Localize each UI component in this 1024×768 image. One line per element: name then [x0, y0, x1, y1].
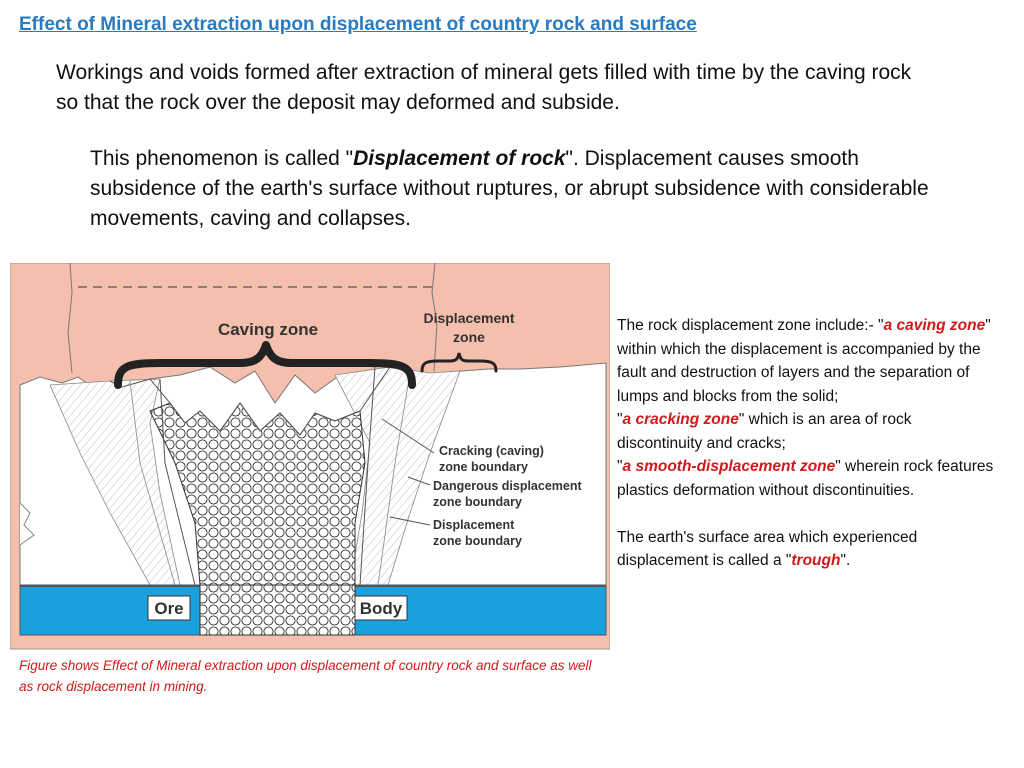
side-p1-term: a caving zone — [883, 317, 986, 334]
side-p4-a: The earth's surface area which experienced displacement is called a " — [617, 528, 918, 569]
side-p4-b: ". — [840, 552, 851, 569]
cracking-boundary-label-1: Cracking (caving) — [439, 444, 544, 458]
side-p1-b: " within which the displacement is accompanied by the fault and destruction of layers and the separation of lumps and blocks from the solid; — [617, 317, 991, 405]
side-p4-term: trough — [791, 552, 841, 569]
side-paragraph-cracking — [617, 408, 997, 455]
displacement-boundary-label-1: Displacement — [433, 518, 515, 532]
displacement-paragraph — [90, 144, 970, 234]
intro-paragraph: Workings and voids formed after extraction of mineral gets filled with time by the caving rock so that the rock over the deposit may deformed and subside. — [56, 61, 912, 114]
side-p2-a: " — [617, 411, 623, 428]
side-p3-a: " — [617, 458, 623, 475]
para2-term: Displacement of rock — [353, 147, 566, 170]
side-p3-term: a smooth-displacement zone — [622, 458, 836, 475]
side-paragraph-trough — [617, 526, 997, 573]
para2-before: This phenomenon is called " — [90, 147, 354, 170]
side-explanation — [617, 314, 997, 573]
side-p1-a: The rock displacement zone include:- " — [617, 317, 884, 334]
side-p2-term: a cracking zone — [622, 411, 739, 428]
side-paragraph-smooth — [617, 455, 997, 502]
dangerous-boundary-label-2: zone boundary — [433, 495, 522, 509]
figure-caption: Figure shows Effect of Mineral extraction upon displacement of country rock and surface as well as rock displacement in mining. — [19, 658, 592, 694]
cracking-boundary-label-2: zone boundary — [439, 460, 528, 474]
displacement-zone-label-2: zone — [453, 329, 485, 345]
rock-displacement-figure — [10, 263, 610, 653]
side-p2-b: " which is an area of rock discontinuity and cracks; — [617, 411, 912, 452]
side-gap — [617, 502, 997, 526]
displacement-boundary-label-2: zone boundary — [433, 534, 522, 548]
para2-after: ". Displacement causes smooth subsidence of the earth's surface without ruptures, or abrupt subsidence with considerable movements, caving and collapses. — [90, 147, 929, 230]
side-p3-b: " wherein rock features plastics deformation without discontinuities. — [617, 458, 994, 499]
caving-zone-label: Caving zone — [217, 320, 319, 339]
dangerous-boundary-label-1: Dangerous displacement — [433, 479, 582, 493]
displacement-zone-label-1: Displacement — [423, 310, 515, 326]
side-paragraph-caving — [617, 314, 997, 408]
ore-label: Ore — [154, 599, 184, 618]
body-label: Body — [359, 599, 403, 618]
slide-title: Effect of Mineral extraction upon displacement of country rock and surface — [19, 14, 697, 35]
